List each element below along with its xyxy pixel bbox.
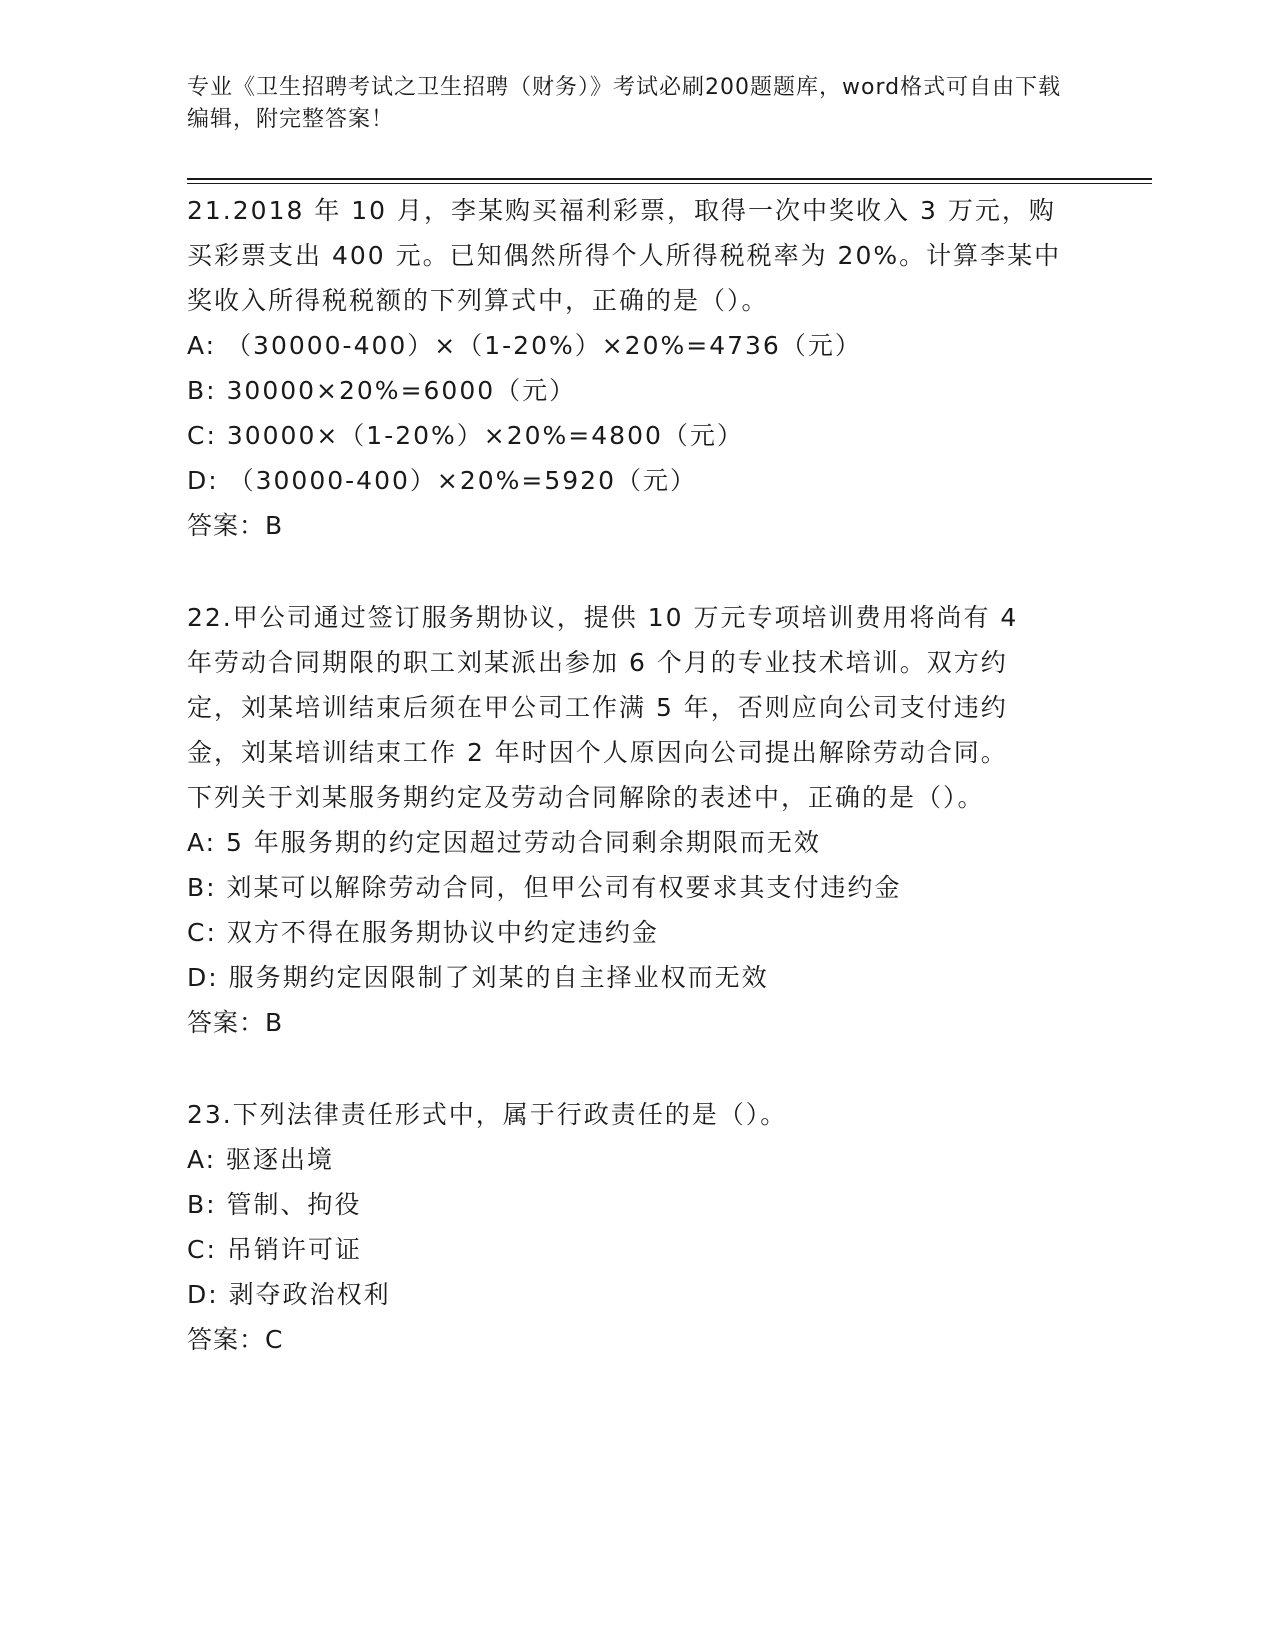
option-a: A: 5 年服务期的约定因超过劳动合同剩余期限而无效 bbox=[187, 828, 821, 857]
header-text: 专业《卫生招聘考试之卫生招聘（财务）》考试必刷200题题库，word格式可自由下载编辑，附完整答案！ bbox=[187, 75, 1062, 132]
answer: 答案：B bbox=[187, 1008, 284, 1037]
question-text-line: 23.下列法律责任形式中，属于行政责任的是（）。 bbox=[187, 1100, 788, 1129]
option-a: A: 驱逐出境 bbox=[187, 1145, 335, 1174]
option-b: B: 30000×20%=6000（元） bbox=[187, 376, 577, 405]
option-b: B: 管制、拘役 bbox=[187, 1190, 362, 1219]
option-d: D: 服务期约定因限制了刘某的自主择业权而无效 bbox=[187, 963, 769, 992]
answer: 答案：C bbox=[187, 1325, 284, 1354]
question-text-line: 21.2018 年 10 月，李某购买福利彩票，取得一次中奖收入 3 万元，购 bbox=[187, 196, 1056, 225]
option-c: C: 吊销许可证 bbox=[187, 1235, 362, 1264]
option-d: D: 剥夺政治权利 bbox=[187, 1280, 391, 1309]
question-text-line: 奖收入所得税税额的下列算式中，正确的是（）。 bbox=[187, 286, 769, 315]
header-divider-thin bbox=[187, 183, 1152, 184]
option-b: B: 刘某可以解除劳动合同，但甲公司有权要求其支付违约金 bbox=[187, 873, 902, 902]
option-c: C: 双方不得在服务期协议中约定违约金 bbox=[187, 918, 659, 947]
question-spacer bbox=[187, 548, 1087, 595]
option-a: A: （30000-400）×（1-20%）×20%=4736（元） bbox=[187, 331, 862, 360]
document-header bbox=[187, 72, 1067, 136]
option-d: D: （30000-400）×20%=5920（元） bbox=[187, 466, 697, 495]
question-text-line: 22.甲公司通过签订服务期协议，提供 10 万元专项培训费用将尚有 4 bbox=[187, 603, 1019, 632]
question-text-line: 金，刘某培训结束工作 2 年时因个人原因向公司提出解除劳动合同。 bbox=[187, 738, 1008, 767]
question-21 bbox=[187, 188, 1087, 548]
question-text-line: 定，刘某培训结束后须在甲公司工作满 5 年，否则应向公司支付违约 bbox=[187, 693, 1008, 722]
question-spacer bbox=[187, 1045, 1087, 1092]
question-text-line: 买彩票支出 400 元。已知偶然所得个人所得税税率为 20%。计算李某中 bbox=[187, 241, 1062, 270]
option-c: C: 30000×（1-20%）×20%=4800（元） bbox=[187, 421, 744, 450]
question-23 bbox=[187, 1092, 1087, 1362]
question-text-line: 年劳动合同期限的职工刘某派出参加 6 个月的专业技术培训。双方约 bbox=[187, 648, 1008, 677]
answer: 答案：B bbox=[187, 511, 284, 540]
header-divider-thick bbox=[187, 178, 1152, 180]
question-list bbox=[187, 188, 1087, 1362]
question-22 bbox=[187, 595, 1087, 1045]
question-text-line: 下列关于刘某服务期约定及劳动合同解除的表述中，正确的是（）。 bbox=[187, 783, 985, 812]
